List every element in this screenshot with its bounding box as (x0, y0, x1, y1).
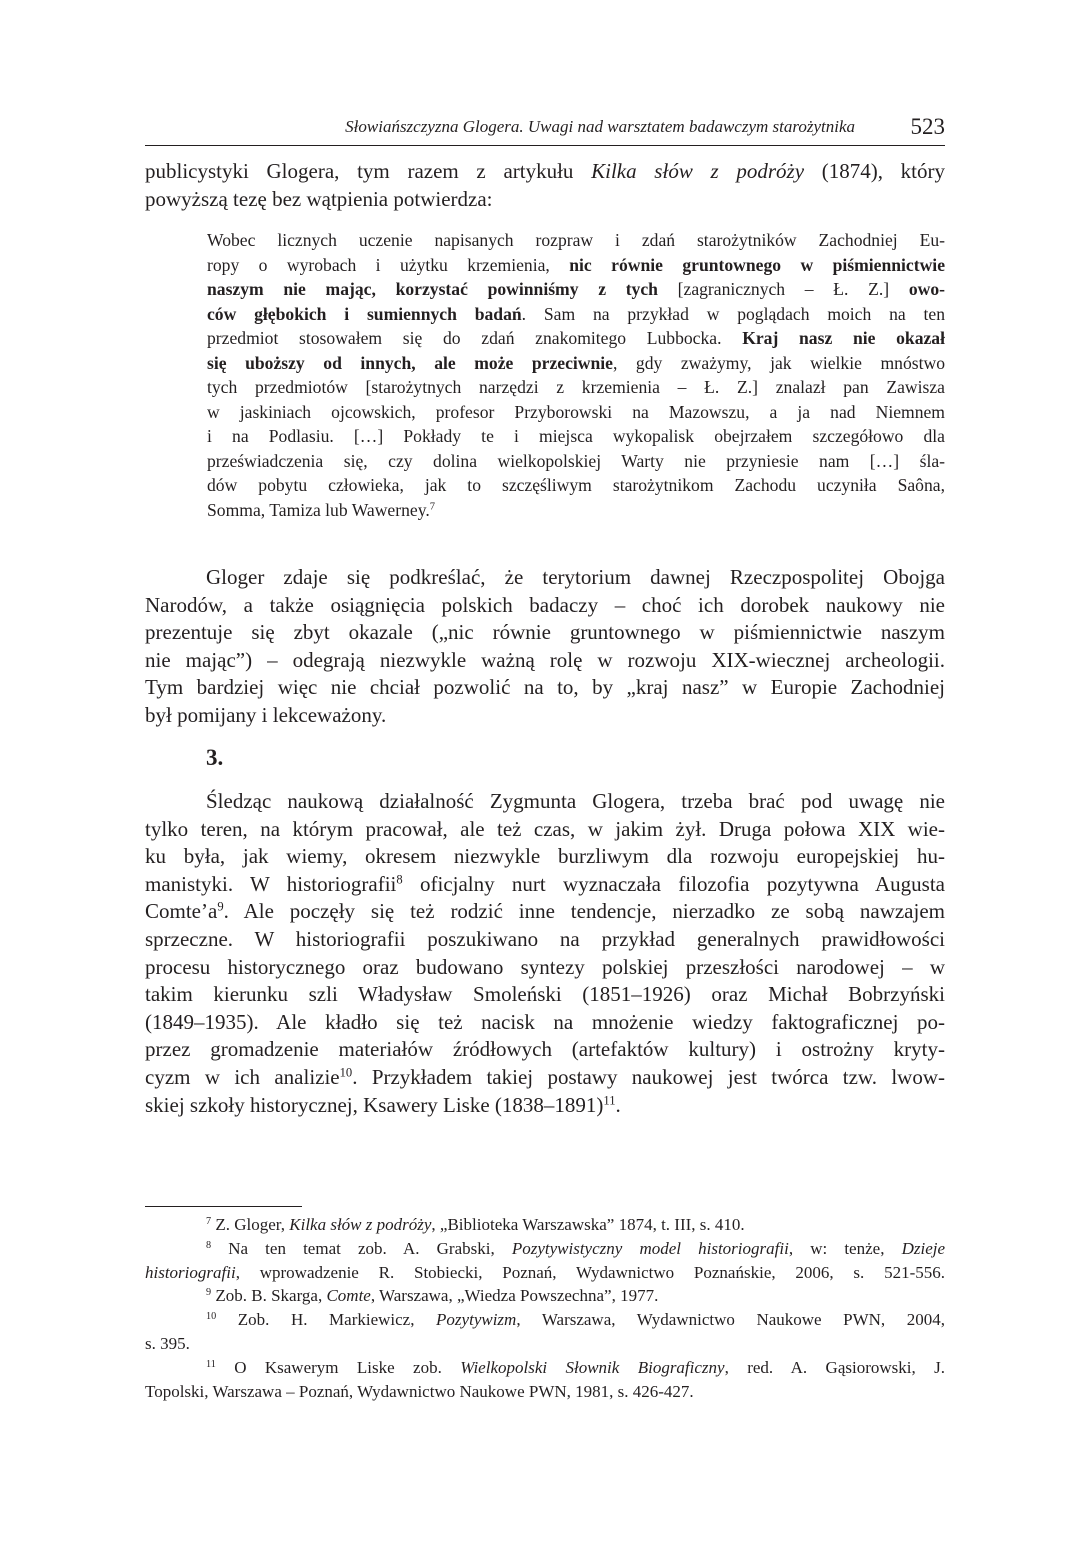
footnote-ref: 7 (206, 1215, 212, 1227)
text: był pomijany i lekceważony. (145, 702, 387, 727)
text: Somma, Tamiza lub Wawerney. (207, 499, 430, 520)
text: dów pobytu człowieka, jak to szczęśliwym starożytnikom Zachodu uczyniła Saôna, (207, 475, 945, 495)
text-line (145, 702, 945, 730)
italic-text: Pozytywistyczny model historiografii (511, 1238, 789, 1258)
footnote-ref: 9 (217, 899, 224, 914)
italic-text: Wielkopolski Słownik Biograficzny (460, 1357, 725, 1377)
text-line (145, 926, 945, 954)
text-line (145, 871, 945, 899)
footnote-line (145, 1261, 945, 1285)
bold-text: nic równie gruntownego w piśmiennictwie (569, 254, 945, 275)
paragraph-section-3 (145, 788, 945, 1119)
footnote-ref: 7 (429, 501, 436, 513)
text: przez gromadzenie materiałów źródłowych (artefaktów kultury) i ostrożny kryty- (145, 1037, 945, 1062)
text: publicystyki Glogera, tym razem z artykułu (145, 159, 592, 183)
text: , gdy zważymy, jak wielkie mnóstwo (612, 352, 945, 373)
text-line (145, 1064, 945, 1092)
footnote-ref: 8 (396, 872, 403, 887)
text: Wobec licznych uczenie napisanych rozpraw i zdań starożytników Zachodniej Eu- (207, 230, 945, 250)
text-line (145, 1092, 945, 1120)
bold-text: ców głębokich i sumiennych badań (207, 303, 522, 324)
footnote-ref: 11 (603, 1092, 616, 1107)
text: cyzm w ich analizie (145, 1064, 340, 1089)
text: O Ksawerym Liske zob. (215, 1357, 461, 1377)
footnote-line (145, 1284, 945, 1308)
text-line (207, 326, 945, 351)
text: w jaskiniach ojcowskich, profesor Przyborowski na Mazowszu, a ja nad Niemnem (207, 401, 945, 422)
text-line (145, 564, 945, 592)
text-line (145, 843, 945, 871)
text-line (207, 424, 945, 449)
paragraph-intro (145, 158, 945, 213)
text-line (145, 816, 945, 844)
text: Na ten temat zob. A. Grabski, (211, 1238, 512, 1258)
bold-text: się uboższy od innych, ale może przeciwnie (207, 352, 613, 373)
italic-text: Kilka słów z podróży (289, 1215, 432, 1234)
text-line (207, 351, 945, 376)
text: tych przedmiotów [starożytnych narzędzi z krzemienia – Ł. Z.] znalazł pan Zawisza (207, 377, 945, 397)
text: , w: tenże, (788, 1238, 902, 1258)
header-rule (145, 145, 945, 146)
footnote-line (145, 1356, 945, 1380)
text: . Sam na przykład w poglądach moich na ten (521, 303, 945, 324)
text: ku była, jak wiemy, okresem niezwykle burzliwym dla rozwoju europejskiej hu- (145, 844, 945, 869)
footnote-line (145, 1237, 945, 1261)
text: s. 395. (145, 1333, 190, 1353)
text: prezentuje się zbyt okazale („nic równie gruntownego w piśmiennictwie naszym (145, 620, 945, 645)
text: manistyki. W historiografii (145, 871, 397, 896)
text: , Warszawa, „Wiedza Powszechna”, 1977. (370, 1286, 659, 1306)
bold-text: naszym nie mając, korzystać powinniśmy z tych (207, 279, 658, 299)
text: Topolski, Warszawa – Poznań, Wydawnictwo Naukowe PWN, 1981, s. 426-427. (145, 1381, 694, 1401)
footnote-ref: 11 (206, 1358, 216, 1370)
italic-text: historiografii (145, 1262, 236, 1282)
text-line (207, 228, 945, 253)
text: takim kierunku szli Władysław Smoleński (1851–1926) oraz Michał Bobrzyński (145, 982, 945, 1007)
paragraph-gloger (145, 564, 945, 730)
text-line (207, 302, 945, 327)
footnote-line (145, 1308, 945, 1332)
footnote-line (145, 1380, 945, 1404)
text-line (145, 1036, 945, 1064)
text: nie mając”) – odegrają niezwykle ważną rolę w rozwoju XIX-wiecznej archeologii. (145, 647, 945, 672)
footnote-ref: 8 (206, 1239, 212, 1251)
footnote-line (145, 1332, 945, 1356)
text: , red. A. Gąsiorowski, J. (724, 1357, 945, 1377)
footnote-ref: 9 (206, 1287, 212, 1299)
text-line (145, 1009, 945, 1037)
text: (1849–1935). Ale kładło się też nacisk na mnożenie wiedzy faktograficznej po- (145, 1009, 945, 1034)
footnote-ref: 10 (206, 1311, 217, 1323)
section-heading: 3. (206, 745, 224, 770)
text: (1874), który (804, 159, 945, 183)
text-line (207, 375, 945, 400)
text: Gloger zdaje się podkreślać, że terytorium dawnej Rzeczpospolitej Obojga (206, 565, 945, 589)
text-line (207, 277, 945, 302)
text: Zob. B. Skarga, (211, 1286, 327, 1306)
text-line (145, 674, 945, 702)
italic-text: Comte (326, 1286, 371, 1306)
text: sprzeczne. W historiografii poszukiwano na przykład generalnych prawidłowości (145, 926, 945, 951)
running-title: Słowiańszczyzna Glogera. Uwagi nad warsztatem badawczym starożytnika (345, 117, 855, 136)
text: tylko teren, na którym pracował, ale też czas, w jakim żył. Druga połowa XIX wie- (145, 816, 945, 841)
page-number: 523 (910, 114, 945, 139)
text: skiej szkoły historycznej, Ksawery Liske (1838–1891) (145, 1092, 604, 1117)
text-line (145, 619, 945, 647)
text-line (145, 186, 945, 214)
text-line (145, 981, 945, 1009)
text: . (615, 1092, 621, 1117)
text-line (145, 647, 945, 675)
footnote-line (145, 1213, 945, 1237)
text: powyższą tezę bez wątpienia potwierdza: (145, 186, 493, 211)
text: , wprowadzenie R. Stobiecki, Poznań, Wydawnictwo Poznańskie, 2006, s. 521-556. (235, 1262, 945, 1282)
text: procesu historycznego oraz budowano syntezy polskiej przeszłości narodowej – w (145, 954, 945, 979)
running-header (145, 114, 945, 142)
text: Comte’a (145, 899, 218, 924)
text: Śledząc naukową działalność Zygmunta Glogera, trzeba brać pod uwagę nie (206, 789, 945, 813)
italic-text: Pozytywizm (436, 1310, 517, 1330)
footnote-ref: 10 (339, 1065, 353, 1080)
bold-text: Kraj nasz nie okazał (742, 328, 945, 348)
text: przeświadczenia się, czy dolina wielkopolskiej Warty nie przyniesie nam […] śla- (207, 450, 945, 471)
text-line (145, 158, 945, 186)
text: i na Podlasiu. […] Pokłady te i miejsca wykopalisk obejrzałem szczegółowo dla (207, 426, 945, 446)
text: oficjalny nurt wyznaczała filozofia pozytywna Augusta (402, 871, 945, 896)
text-line (207, 253, 945, 278)
text-line (207, 473, 945, 498)
text: . Przykładem takiej postawy naukowej jest twórca tzw. lwow- (352, 1064, 945, 1089)
text: Z. Gloger, (211, 1215, 290, 1234)
italic-text: Dzieje (901, 1238, 946, 1258)
italic-text: Kilka słów z podróży (591, 159, 805, 183)
text-line (207, 449, 945, 474)
text: . Ale poczęły się też rodzić inne tendencje, nierzadko ze sobą nawzajem (223, 899, 945, 924)
text-line (145, 788, 945, 816)
text: , „Biblioteka Warszawska” 1874, t. III, s. 410. (431, 1215, 745, 1234)
text: przedmiot stosowałem się do zdań znakomitego Lubbocka. (207, 328, 743, 348)
footnote-rule (145, 1206, 302, 1207)
text-line (145, 954, 945, 982)
text: Tym bardziej więc nie chciał pozwolić na to, by „kraj nasz” w Europie Zachodniej (145, 675, 945, 700)
text-line (145, 592, 945, 620)
text-line (145, 898, 945, 926)
text: Narodów, a także osiągnięcia polskich badaczy – choć ich dorobek naukowy nie (145, 592, 945, 617)
block-quote (207, 228, 945, 522)
text: [zagranicznych – Ł. Z.] (657, 279, 909, 299)
footnotes (145, 1213, 945, 1403)
text: ropy o wyrobach i użytku krzemienia, (207, 254, 570, 275)
text: , Warszawa, Wydawnictwo Naukowe PWN, 2004, (516, 1310, 945, 1330)
bold-text: owo- (908, 279, 945, 299)
text: Zob. H. Markiewicz, (216, 1310, 437, 1330)
text-line (207, 498, 945, 523)
text-line (207, 400, 945, 425)
